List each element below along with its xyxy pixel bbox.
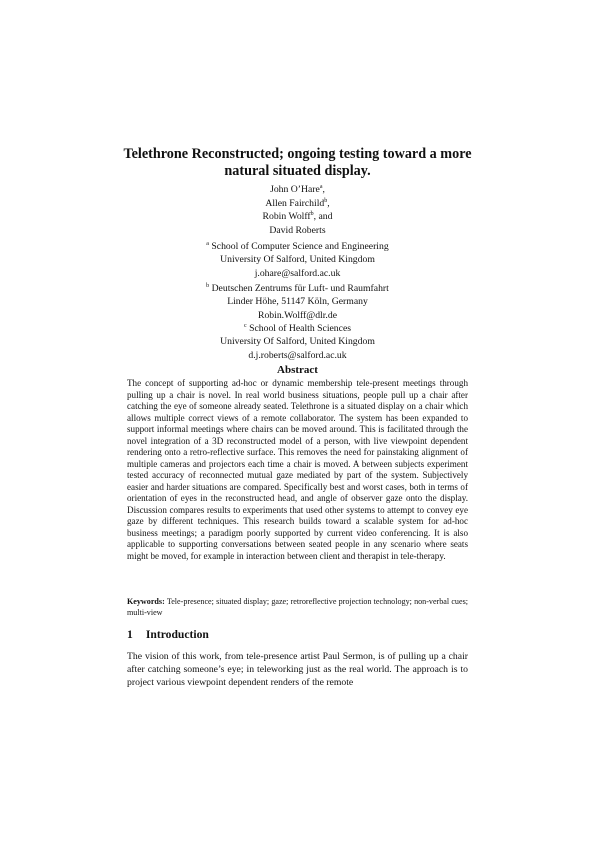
section-heading-introduction xyxy=(127,628,468,642)
section-title: Introduction xyxy=(145,628,209,641)
title-line-1: Telethrone Reconstructed; ongoing testing toward a more xyxy=(123,146,472,162)
paper-title xyxy=(100,146,495,180)
introduction-body: The vision of this work, from tele-presence artist Paul Sermon, is of pulling up a chair after catching someone’s eye; in teleworking just as the real world. The approach is to project various viewpoint dependent renders of the remote xyxy=(127,651,468,689)
email-b[interactable]: Robin.Wolff@dlr.de xyxy=(258,309,337,321)
affiliation-b: $^b$ Deutschen Zentrums für Luft- und Raumfahrt Linder Höhe, 51147 Köln, Germany Robin.Wolff@dlr.de xyxy=(150,282,445,322)
keywords-label: Keywords: xyxy=(127,597,165,606)
title-line-2: natural situated display. xyxy=(224,163,371,179)
email-c[interactable]: d.j.roberts@salford.ac.uk xyxy=(248,349,347,361)
affiliation-c: $^c$ School of Health Sciences University Of Salford, United Kingdom d.j.roberts@salford.ac.uk xyxy=(150,322,445,362)
affiliation-a: $^a$ School of Computer Science and Engineering University Of Salford, United Kingdom j.ohare@salford.ac.uk xyxy=(150,240,445,280)
abstract-heading: Abstract xyxy=(277,364,318,376)
section-number: 1 xyxy=(127,628,133,641)
email-a[interactable]: j.ohare@salford.ac.uk xyxy=(254,267,341,279)
author-2: Allen Fairchild$^b$, xyxy=(265,197,330,209)
keywords xyxy=(127,597,468,618)
author-1: John O’Hare$^a$, xyxy=(270,184,325,195)
author-3: Robin Wolff$^b$, and xyxy=(262,211,333,223)
abstract-body: The concept of supporting ad-hoc or dynamic membership tele-present meetings through pulling up a chair is novel. In real world business situations, people pull up a chair after catching the eye of someone already seated. Telethrone is a situated display on a chair which allows multiple correct views of a remote collaborator. The system has been expanded to support informal meetings where chairs can be moved around. This is facilitated through the novel integration of a 3D reconstructed model of a person, with live viewpoint dependent rendering onto a retro-reflective surface. This removes the need for painstaking alignment of multiple cameras and projectors each time a chair is moved. A between subjects experiment tested accuracy of reconnected mutual gaze mediated by part of the system. Subjectively easier and harder situations are compared. Specifically best and worst cases, both in terms of orientation of eyes in the reconstructed head, and angle of observer gaze onto the display. Discussion compares results to experiments that used other systems to attempt to convey eye gaze by different techniques. This research builds toward a scalable system for ad-hoc business meetings; a paradigm poorly supported by current video conferencing. It is also applicable to supporting conversations between seated people in any scenario where seats might be moved, for example in interaction between client and therapist in tele-therapy. xyxy=(127,378,468,561)
author-4: David Roberts xyxy=(269,224,326,236)
author-list xyxy=(150,183,445,237)
keywords-text: Tele-presence; situated display; gaze; retroreflective projection technology; non-verbal cues; multi-view xyxy=(127,597,468,617)
